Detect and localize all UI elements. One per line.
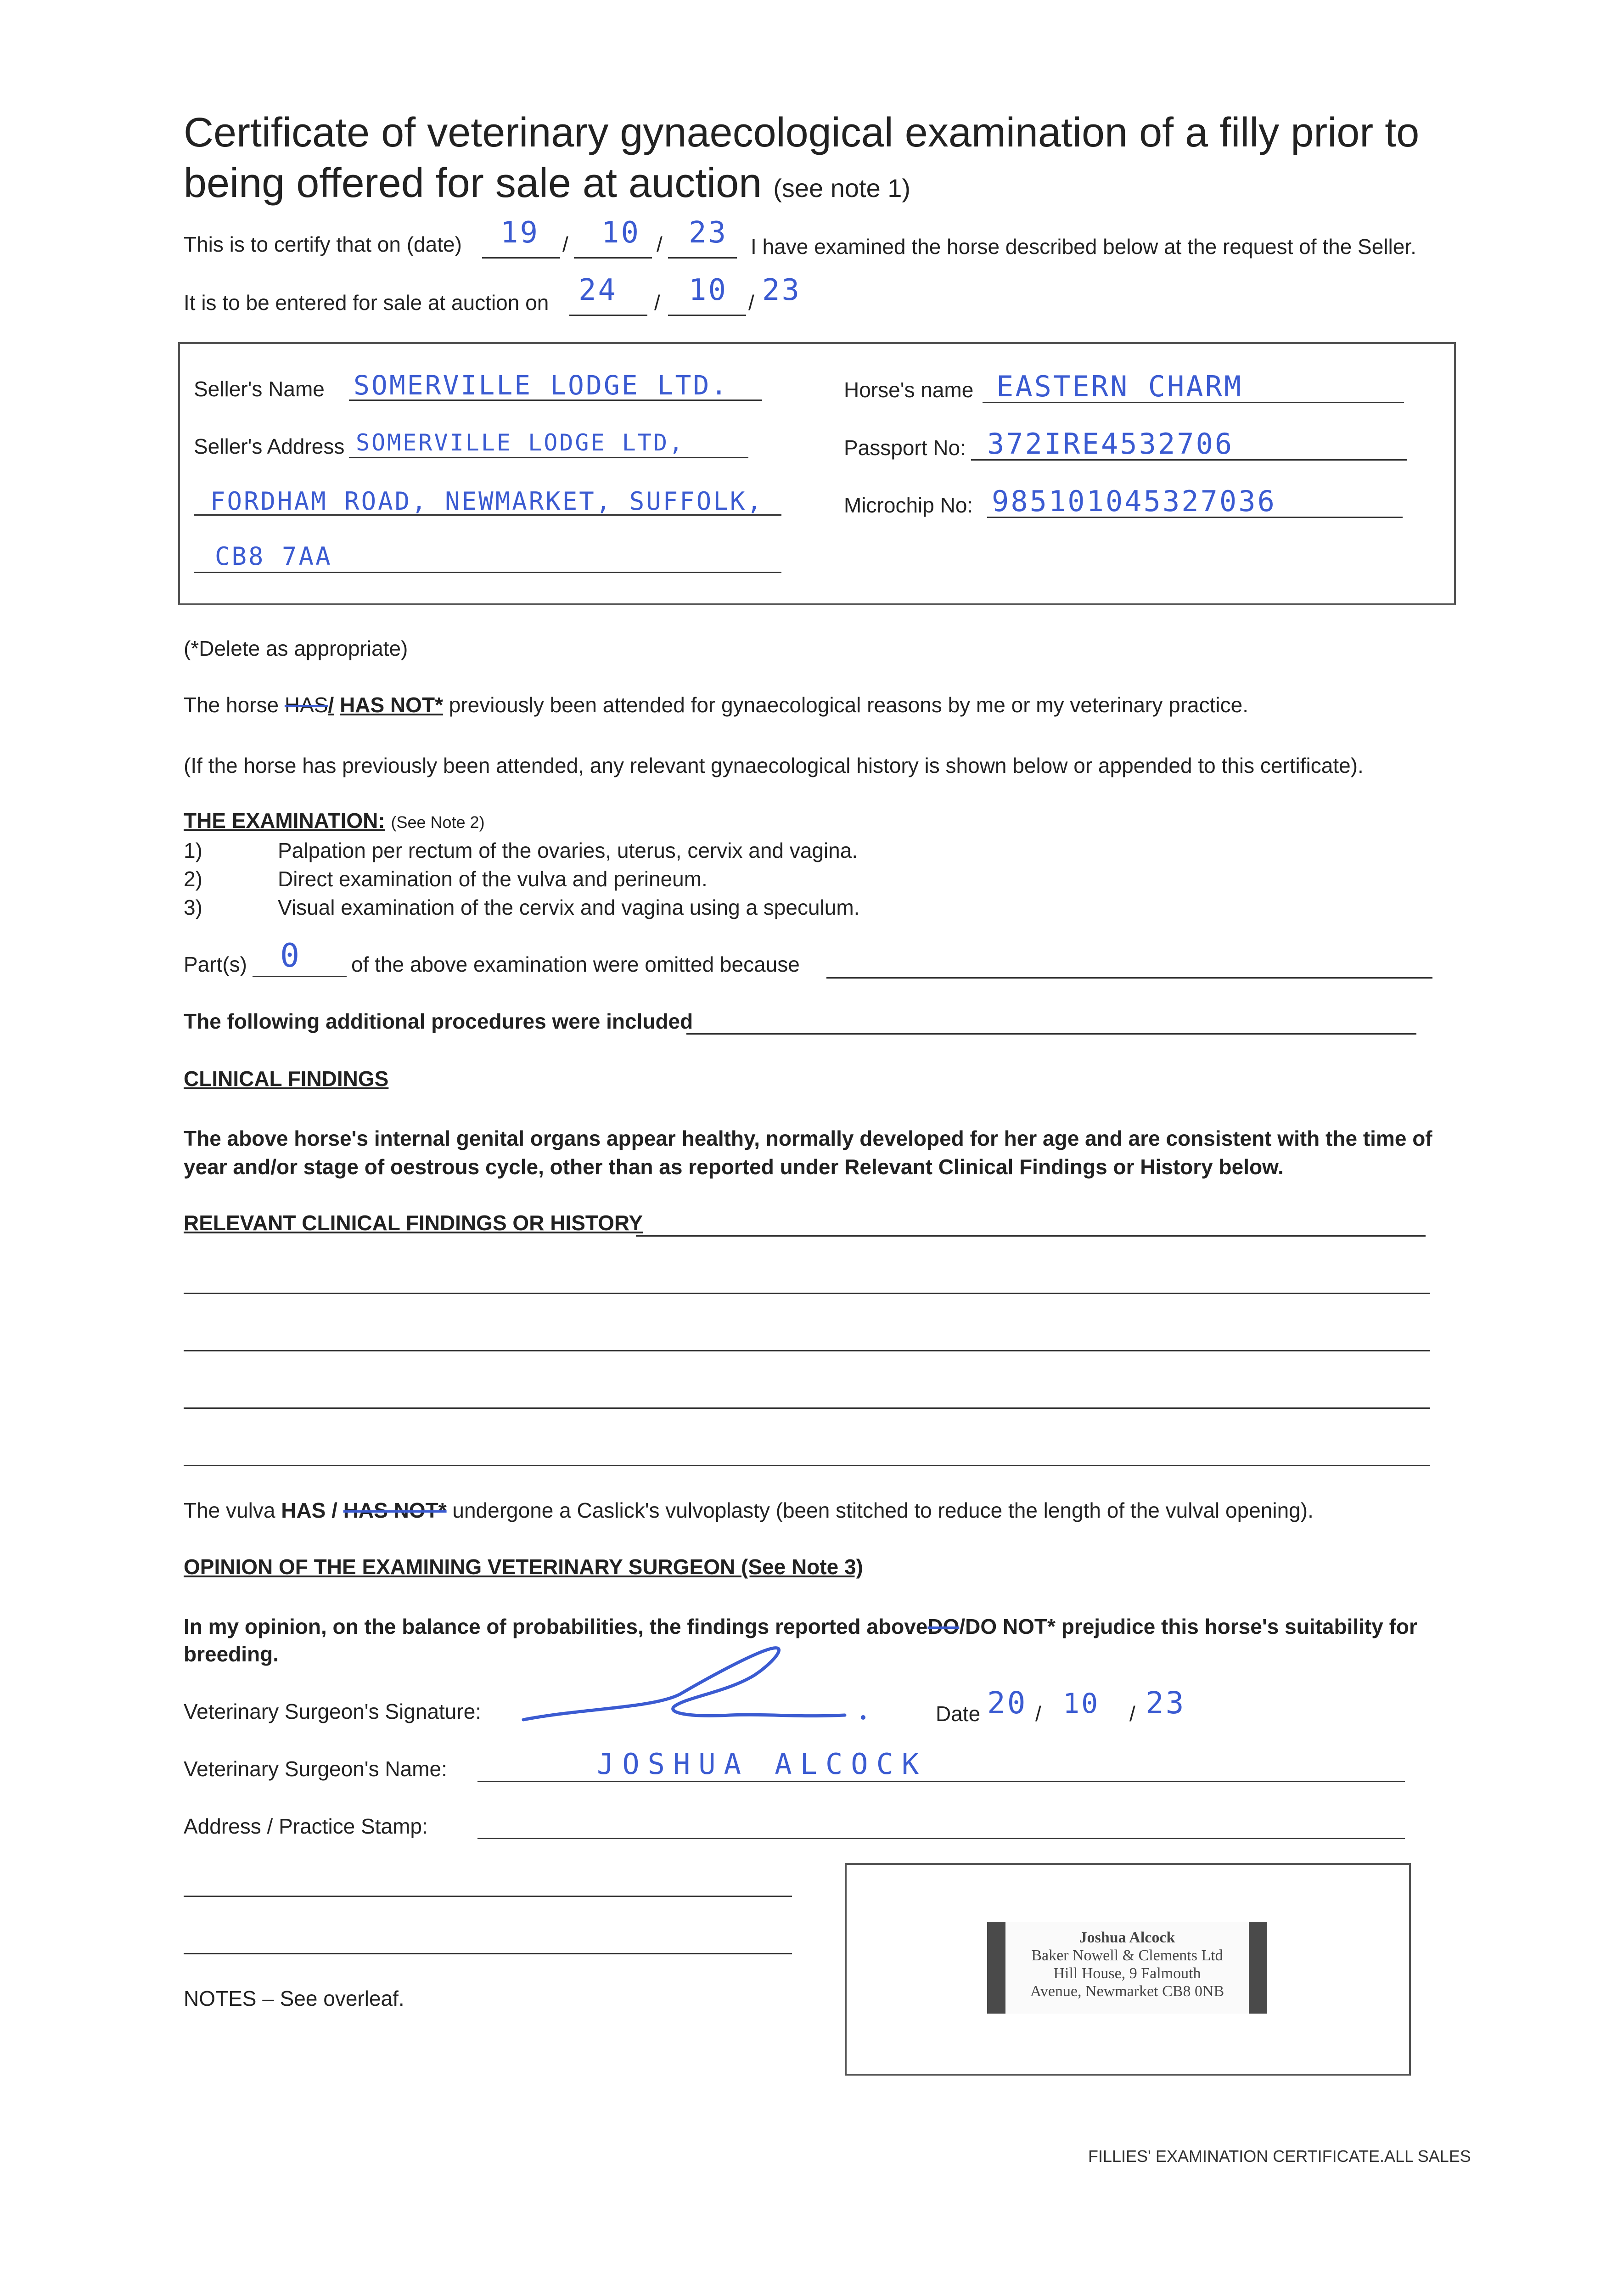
examination-heading xyxy=(184,808,485,833)
attended-suffix: previously been attended for gynaecological reasons by me or my veterinary practice. xyxy=(449,693,1248,717)
stamp-bar-left xyxy=(987,1922,1005,2014)
opinion-do-not: /DO NOT* xyxy=(959,1615,1056,1638)
certify-suffix: I have examined the horse described below at the request of the Seller. xyxy=(751,235,1416,259)
additional-line xyxy=(686,1033,1416,1035)
date-year: 23 xyxy=(1146,1685,1186,1721)
stamp-text xyxy=(1010,1929,1244,2000)
seller-name-label: Seller's Name xyxy=(194,377,325,401)
surgeon-name-value: JOSHUA ALCOCK xyxy=(597,1747,927,1781)
omitted-suffix: of the above examination were omitted because xyxy=(351,952,800,976)
signature-label: Veterinary Surgeon's Signature: xyxy=(184,1699,482,1723)
omitted-reason-line xyxy=(826,977,1432,979)
seller-address-value3: CB8 7AA xyxy=(215,542,332,571)
attended-line xyxy=(184,692,1248,718)
opinion-do-struck: DO xyxy=(927,1615,960,1638)
stamp-line-1: Joshua Alcock xyxy=(1079,1929,1175,1946)
vulva-has: HAS xyxy=(281,1498,326,1522)
title-text: Certificate of veterinary gynaecological examination of a filly prior to being offered for sale at auction xyxy=(184,110,1420,206)
opinion-suffix: prejudice this horse's suitability for xyxy=(1061,1615,1417,1638)
opinion-line2: breeding. xyxy=(184,1642,279,1666)
certify-year: 23 xyxy=(689,216,728,250)
practice-stamp xyxy=(987,1922,1267,2014)
seller-name-value: SOMERVILLE LODGE LTD. xyxy=(354,370,729,401)
auction-year: 23 xyxy=(762,273,802,307)
stamp-line-3: Hill House, 9 Falmouth xyxy=(1053,1965,1201,1982)
certify-day: 19 xyxy=(500,216,540,250)
stamp-line-4: Avenue, Newmarket CB8 0NB xyxy=(1030,1983,1224,2000)
surgeon-name-line xyxy=(477,1781,1405,1782)
vulva-sep: / xyxy=(331,1498,337,1522)
opinion-prefix: In my opinion, on the balance of probabilities, the findings reported above xyxy=(184,1615,928,1638)
attended-sep: / xyxy=(328,693,334,717)
exam-item-1-num: 1) xyxy=(184,838,202,862)
auction-day: 24 xyxy=(578,273,618,307)
address-extra-line-1 xyxy=(184,1896,792,1897)
address-line xyxy=(477,1838,1405,1839)
certify-day-line xyxy=(482,257,560,259)
address-extra-line-2 xyxy=(184,1953,792,1954)
clinical-heading: CLINICAL FINDINGS xyxy=(184,1067,389,1091)
examination-note: (See Note 2) xyxy=(391,813,485,832)
omitted-value: 0 xyxy=(280,937,302,974)
slash: / xyxy=(748,291,754,315)
seller-address-line3 xyxy=(194,572,781,573)
exam-item-2-text: Direct examination of the vulva and perineum. xyxy=(278,867,708,891)
certify-prefix: This is to certify that on (date) xyxy=(184,232,462,256)
clinical-text: The above horse's internal genital organs appear healthy, normally developed for her age and are consistent with the time of year and/or stage of oestrous cycle, other than as reported under Relevant Clinical Findings or History below. xyxy=(184,1126,1432,1179)
relevant-line-1 xyxy=(184,1293,1430,1294)
certify-year-line xyxy=(668,257,737,259)
surgeon-name-label: Veterinary Surgeon's Name: xyxy=(184,1757,447,1781)
microchip-label: Microchip No: xyxy=(844,493,973,517)
date-day: 20 xyxy=(987,1685,1028,1721)
opinion-line1 xyxy=(184,1614,1417,1639)
seller-address-value1: SOMERVILLE LODGE LTD, xyxy=(356,429,685,456)
slash: / xyxy=(1129,1702,1135,1726)
exam-item-1-text: Palpation per rectum of the ovaries, uterus, cervix and vagina. xyxy=(278,838,858,862)
relevant-line-4 xyxy=(184,1465,1430,1466)
exam-item-2-num: 2) xyxy=(184,867,202,891)
relevant-line-2 xyxy=(184,1350,1430,1351)
certify-month: 10 xyxy=(601,216,641,250)
seller-address-label: Seller's Address xyxy=(194,434,345,458)
passport-label: Passport No: xyxy=(844,436,966,460)
relevant-line-3 xyxy=(184,1407,1430,1409)
attended-has-struck: HAS xyxy=(284,693,328,717)
relevant-line-0 xyxy=(636,1235,1426,1237)
omitted-value-line xyxy=(253,976,347,977)
history-note: (If the horse has previously been attended, any relevant gynaecological history is shown below or appended to this certificate). xyxy=(184,754,1364,777)
slash: / xyxy=(657,232,663,256)
slash: / xyxy=(1035,1702,1041,1726)
relevant-heading: RELEVANT CLINICAL FINDINGS OR HISTORY xyxy=(184,1211,643,1235)
certify-month-line xyxy=(574,257,652,259)
examination-heading-text: THE EXAMINATION: xyxy=(184,809,385,833)
slash: / xyxy=(562,232,568,256)
auction-prefix: It is to be entered for sale at auction on xyxy=(184,291,549,315)
page-title xyxy=(184,108,1506,209)
exam-item-3-num: 3) xyxy=(184,895,202,919)
omitted-prefix: Part(s) xyxy=(184,952,247,976)
slash: / xyxy=(654,291,660,315)
title-note: (see note 1) xyxy=(773,173,911,203)
footer-text: FILLIES' EXAMINATION CERTIFICATE.ALL SALES xyxy=(1088,2147,1471,2166)
opinion-heading: OPINION OF THE EXAMINING VETERINARY SURGEON (See Note 3) xyxy=(184,1555,863,1579)
horse-name-value: EASTERN CHARM xyxy=(996,370,1243,403)
horse-name-label: Horse's name xyxy=(844,378,974,402)
seller-address-value2: FORDHAM ROAD, NEWMARKET, SUFFOLK, xyxy=(210,487,764,516)
vulva-prefix: The vulva xyxy=(184,1498,275,1522)
date-month: 10 xyxy=(1063,1688,1100,1720)
vulva-has-not-struck: HAS NOT* xyxy=(343,1498,447,1522)
signature-scribble xyxy=(514,1639,891,1736)
passport-value: 372IRE4532706 xyxy=(987,427,1234,461)
vulva-line xyxy=(184,1498,1314,1523)
stamp-bar-right xyxy=(1249,1922,1267,2014)
microchip-value: 985101045327036 xyxy=(992,484,1276,518)
seller-address-line1 xyxy=(349,457,748,458)
delete-note: (*Delete as appropriate) xyxy=(184,636,408,660)
exam-item-3-text: Visual examination of the cervix and vagina using a speculum. xyxy=(278,895,860,919)
vulva-suffix: undergone a Caslick's vulvoplasty (been stitched to reduce the length of the vulval opening). xyxy=(452,1498,1314,1522)
auction-month: 10 xyxy=(689,273,728,307)
additional-label: The following additional procedures were included xyxy=(184,1009,693,1033)
auction-month-line xyxy=(668,315,746,316)
date-label: Date xyxy=(936,1702,981,1726)
stamp-line-2: Baker Nowell & Clements Ltd xyxy=(1031,1947,1223,1964)
attended-prefix: The horse xyxy=(184,693,279,717)
attended-has-not: HAS NOT* xyxy=(340,693,443,717)
address-label: Address / Practice Stamp: xyxy=(184,1814,428,1838)
notes-label: NOTES – See overleaf. xyxy=(184,1986,404,2010)
auction-day-line xyxy=(569,315,647,316)
